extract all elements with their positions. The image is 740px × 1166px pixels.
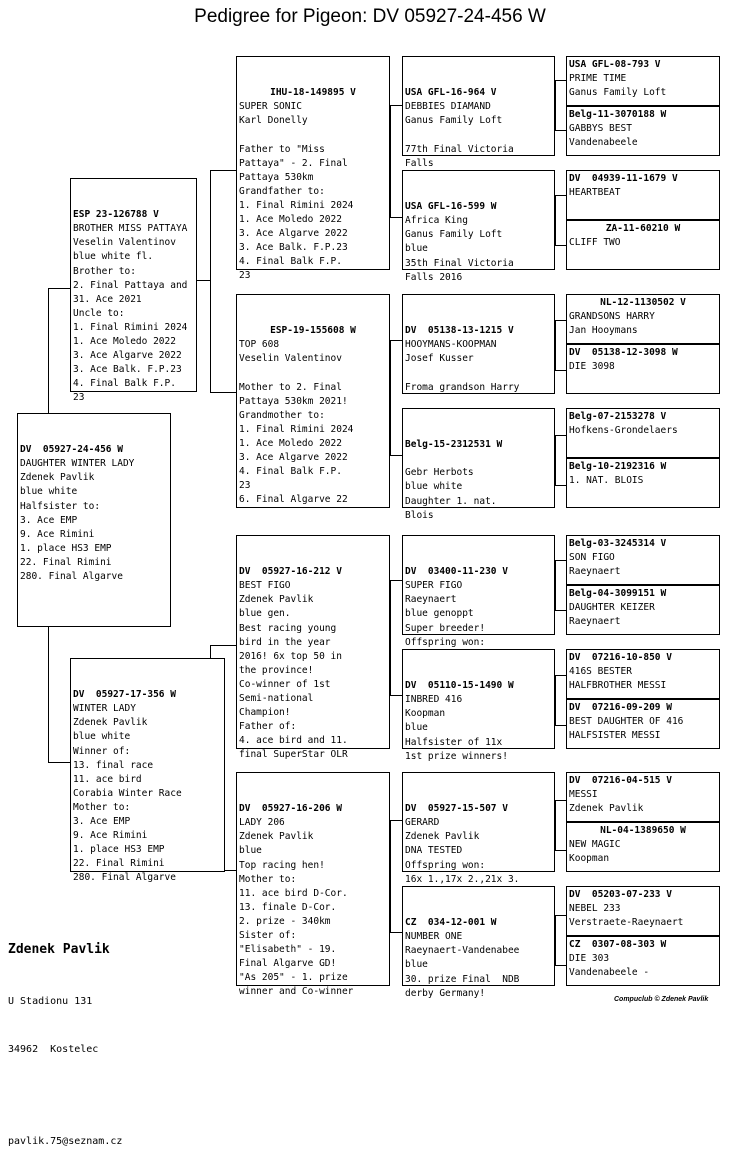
pigeon-card-gen4[interactable]	[402, 170, 555, 283]
pigeon-card-gen5[interactable]	[566, 458, 720, 508]
connector	[390, 340, 402, 341]
connector	[390, 580, 402, 581]
breeder-info	[8, 910, 122, 1166]
ring-number: NL-12-1130502 V	[600, 297, 686, 308]
pigeon-info: CLIFF TWO	[569, 237, 621, 249]
pigeon-card-gen5[interactable]	[566, 220, 720, 270]
ring-number: DV 07216-10-850 V	[569, 652, 672, 663]
pigeon-card-gen5[interactable]	[566, 649, 720, 699]
ring-number: DV 05927-16-206 W	[239, 803, 342, 815]
pigeon-card-gen5[interactable]	[566, 294, 720, 344]
pigeon-info: WINTER LADY Zdenek Pavlik blue white Winner of: 13. final race 11. ace bird Corabia Winter Race Mother to: 3. Ace EMP 9. Ace Rimini 1. place HS3 EMP 22. Final Rimini 280. Final Algarve	[73, 703, 182, 884]
connector	[210, 392, 236, 393]
pigeon-card-gen4[interactable]	[402, 535, 555, 648]
pigeon-info: BROTHER MISS PATTAYA Veselin Valentinov blue white fl. Brother to: 2. Final Pattaya and 31. Ace 2021 Uncle to: 1. Final Rimini 2024 1. Ace Moledo 2022 3. Ace Algarve 2022 3. Ace Balk. F.P.23 4. Final Balk F.P. 23	[73, 223, 188, 404]
connector	[555, 800, 556, 850]
breeder-city: 34962 Kostelec	[8, 1044, 99, 1055]
ring-number: Belg-07-2153278 V	[569, 411, 667, 422]
pigeon-info: BEST FIGO Zdenek Pavlik blue gen. Best racing young bird in the year 2016! 6x top 50 in the province! Co-winner of 1st Semi-national Champion! Father of: 4. ace bird and 11. final SuperStar OLR	[239, 580, 348, 761]
pigeon-card-gen5[interactable]	[566, 56, 720, 106]
ring-number: Belg-10-2192316 W	[569, 461, 667, 472]
pigeon-card-sire-sire[interactable]	[236, 56, 390, 282]
ring-number: Belg-11-3070188 W	[569, 109, 667, 120]
connector	[390, 932, 402, 933]
pigeon-card-sire-dam[interactable]	[236, 294, 390, 508]
pigeon-info: NEW MAGIC Koopman	[569, 839, 621, 865]
ring-number: NL-04-1389650 W	[600, 825, 686, 836]
ring-number: USA GFL-08-793 V	[569, 59, 661, 70]
pigeon-info: GABBYS BEST Vandenabeele	[569, 123, 638, 149]
pigeon-info: Hofkens-Grondelaers	[569, 425, 678, 437]
pigeon-info: LADY 206 Zdenek Pavlik blue Top racing hen! Mother to: 11. ace bird D-Cor. 13. finale D-Cor. 2. prize - 340km Sister of: "Elisabeth" - 19. Final Algarve GD! "As 205" - 1. prize winner and Co-winner	[239, 817, 354, 998]
connector	[390, 340, 391, 455]
ring-number: DV 05203-07-233 V	[569, 889, 672, 900]
connector	[48, 762, 70, 763]
pigeon-card-gen5[interactable]	[566, 344, 720, 394]
pigeon-info: Gebr Herbots blue white Daughter 1. nat. Blois	[405, 467, 497, 521]
pigeon-card-gen5[interactable]	[566, 408, 720, 458]
pigeon-card-gen4[interactable]	[402, 408, 555, 521]
pigeon-card-gen4[interactable]	[402, 886, 555, 999]
pigeon-info: GRANDSONS HARRY Jan Hooymans	[569, 311, 655, 337]
connector	[390, 105, 391, 217]
pigeon-info: SUPER FIGO Raeynaert blue genoppt Super breeder! Offspring won:	[405, 580, 486, 648]
connector	[390, 455, 402, 456]
ring-number: DV 05927-15-507 V	[405, 803, 508, 815]
ring-number: DV 07216-04-515 V	[569, 775, 672, 786]
breeder-name: Zdenek Pavlik	[8, 942, 110, 957]
connector	[555, 915, 556, 965]
pigeon-info: HEARTBEAT	[569, 187, 621, 199]
pigeon-card-gen4[interactable]	[402, 56, 555, 169]
pigeon-card-dam[interactable]	[70, 658, 225, 884]
connector	[390, 820, 402, 821]
pigeon-card-dam-sire[interactable]	[236, 535, 390, 761]
pigeon-card-gen4[interactable]	[402, 294, 555, 394]
connector	[390, 105, 402, 106]
pigeon-card-gen5[interactable]	[566, 170, 720, 220]
ring-number: ESP-19-155608 W	[270, 325, 356, 337]
connector	[555, 80, 556, 130]
pigeon-card-gen5[interactable]	[566, 772, 720, 822]
connector	[390, 695, 402, 696]
ring-number: CZ 0307-08-303 W	[569, 939, 667, 950]
pigeon-card-gen5[interactable]	[566, 699, 720, 749]
connector	[197, 280, 210, 281]
pigeon-info: DAUGHTER KEIZER Raeynaert	[569, 602, 655, 628]
ring-number: USA GFL-16-964 V	[405, 87, 497, 99]
footer-credit: Compuclub © Zdenek Pavlik	[614, 996, 709, 1003]
pigeon-info: GERARD Zdenek Pavlik DNA TESTED Offspring won: 16x 1.,17x 2.,21x 3.	[405, 817, 520, 885]
connector	[555, 195, 556, 245]
ring-number: ZA-11-60210 W	[605, 223, 681, 234]
ring-number: DV 03400-11-230 V	[405, 566, 508, 578]
ring-number: DV 05110-15-1490 W	[405, 680, 514, 692]
ring-number: DV 05927-16-212 V	[239, 566, 342, 578]
pigeon-info: SON FIGO Raeynaert	[569, 552, 621, 578]
pigeon-info: MESSI Zdenek Pavlik	[569, 789, 644, 815]
pigeon-card-gen5[interactable]	[566, 585, 720, 635]
pigeon-info: NEBEL 233 Verstraete-Raeynaert	[569, 903, 684, 929]
pigeon-card-gen5[interactable]	[566, 936, 720, 986]
pigeon-card-gen5[interactable]	[566, 822, 720, 872]
connector	[48, 627, 49, 762]
ring-number: DV 05138-13-1215 V	[405, 325, 514, 337]
ring-number: DV 04939-11-1679 V	[569, 173, 678, 184]
page-title: Pedigree for Pigeon: DV 05927-24-456 W	[194, 6, 546, 27]
breeder-street: U Stadionu 131	[8, 996, 93, 1007]
pigeon-card-gen4[interactable]	[402, 649, 555, 762]
pigeon-info: PRIME TIME Ganus Family Loft	[569, 73, 667, 99]
pigeon-info: DIE 3098	[569, 361, 615, 373]
ring-number: DV 05927-17-356 W	[73, 689, 176, 701]
connector	[48, 288, 49, 413]
connector	[210, 170, 236, 171]
pigeon-card-gen5[interactable]	[566, 106, 720, 156]
connector	[555, 675, 556, 725]
pigeon-info: SUPER SONIC Karl Donelly Father to "Miss Pattaya" - 2. Final Pattaya 530km Grandfather to: 1. Final Rimini 2024 1. Ace Moledo 2022 3. Ace Algarve 2022 3. Ace Balk. F.P.23 4. Final Balk F.P. 23	[239, 101, 354, 282]
ring-number: Belg-03-3245314 V	[569, 538, 667, 549]
pigeon-info: Africa King Ganus Family Loft blue 35th Final Victoria Falls 2016	[405, 215, 514, 283]
pigeon-info: DAUGHTER WINTER LADY Zdenek Pavlik blue white Halfsister to: 3. Ace EMP 9. Ace Rimini 1. place HS3 EMP 22. Final Rimini 280. Final Algarve	[20, 458, 135, 583]
ring-number: CZ 034-12-001 W	[405, 917, 497, 929]
ring-number: Belg-15-2312531 W	[405, 439, 503, 451]
pigeon-card-gen5[interactable]	[566, 886, 720, 936]
pigeon-info: NUMBER ONE Raeynaert-Vandenabee blue 30. prize Final NDB derby Germany!	[405, 931, 520, 999]
pigeon-info: DIE 303 Vandenabeele -	[569, 953, 650, 979]
pigeon-info: INBRED 416 Koopman blue Halfsister of 11x 1st prize winners!	[405, 694, 508, 762]
ring-number: DV 07216-09-209 W	[569, 702, 672, 713]
pigeon-card-gen4[interactable]	[402, 772, 555, 885]
ring-number: DV 05138-12-3098 W	[569, 347, 678, 358]
pigeon-card-gen5[interactable]	[566, 535, 720, 585]
pigeon-info: HOOYMANS-KOOPMAN Josef Kusser Froma grandson Harry	[405, 339, 520, 393]
ring-number: ESP 23-126788 V	[73, 209, 159, 221]
pigeon-card-sire[interactable]	[70, 178, 197, 404]
connector	[555, 320, 556, 370]
pigeon-info: 1. NAT. BLOIS	[569, 475, 644, 487]
ring-number: Belg-04-3099151 W	[569, 588, 667, 599]
connector	[48, 288, 70, 289]
pigeon-card-subject[interactable]	[17, 413, 171, 627]
connector	[210, 645, 236, 646]
pigeon-info: 416S BESTER HALFBROTHER MESSI	[569, 666, 667, 692]
connector	[390, 217, 402, 218]
breeder-email[interactable]: pavlik.75@seznam.cz	[8, 1136, 123, 1147]
connector	[390, 580, 391, 695]
ring-number: IHU-18-149895 V	[270, 87, 356, 99]
connector	[210, 170, 211, 392]
pigeon-info: TOP 608 Veselin Valentinov Mother to 2. Final Pattaya 530km 2021! Grandmother to: 1. Final Rimini 2024 1. Ace Moledo 2022 3. Ace Algarve 2022 4. Final Balk F.P. 23 6. Final Algarve 22	[239, 339, 354, 506]
pigeon-info: DEBBIES DIAMAND Ganus Family Loft 77th Final Victoria Falls	[405, 101, 514, 169]
ring-number: DV 05927-24-456 W	[20, 444, 123, 456]
pigeon-info: BEST DAUGHTER OF 416 HALFSISTER MESSI	[569, 716, 684, 742]
pigeon-card-dam-dam[interactable]	[236, 772, 390, 998]
connector	[555, 560, 556, 610]
ring-number: USA GFL-16-599 W	[405, 201, 497, 213]
connector	[555, 435, 556, 485]
connector	[390, 820, 391, 932]
